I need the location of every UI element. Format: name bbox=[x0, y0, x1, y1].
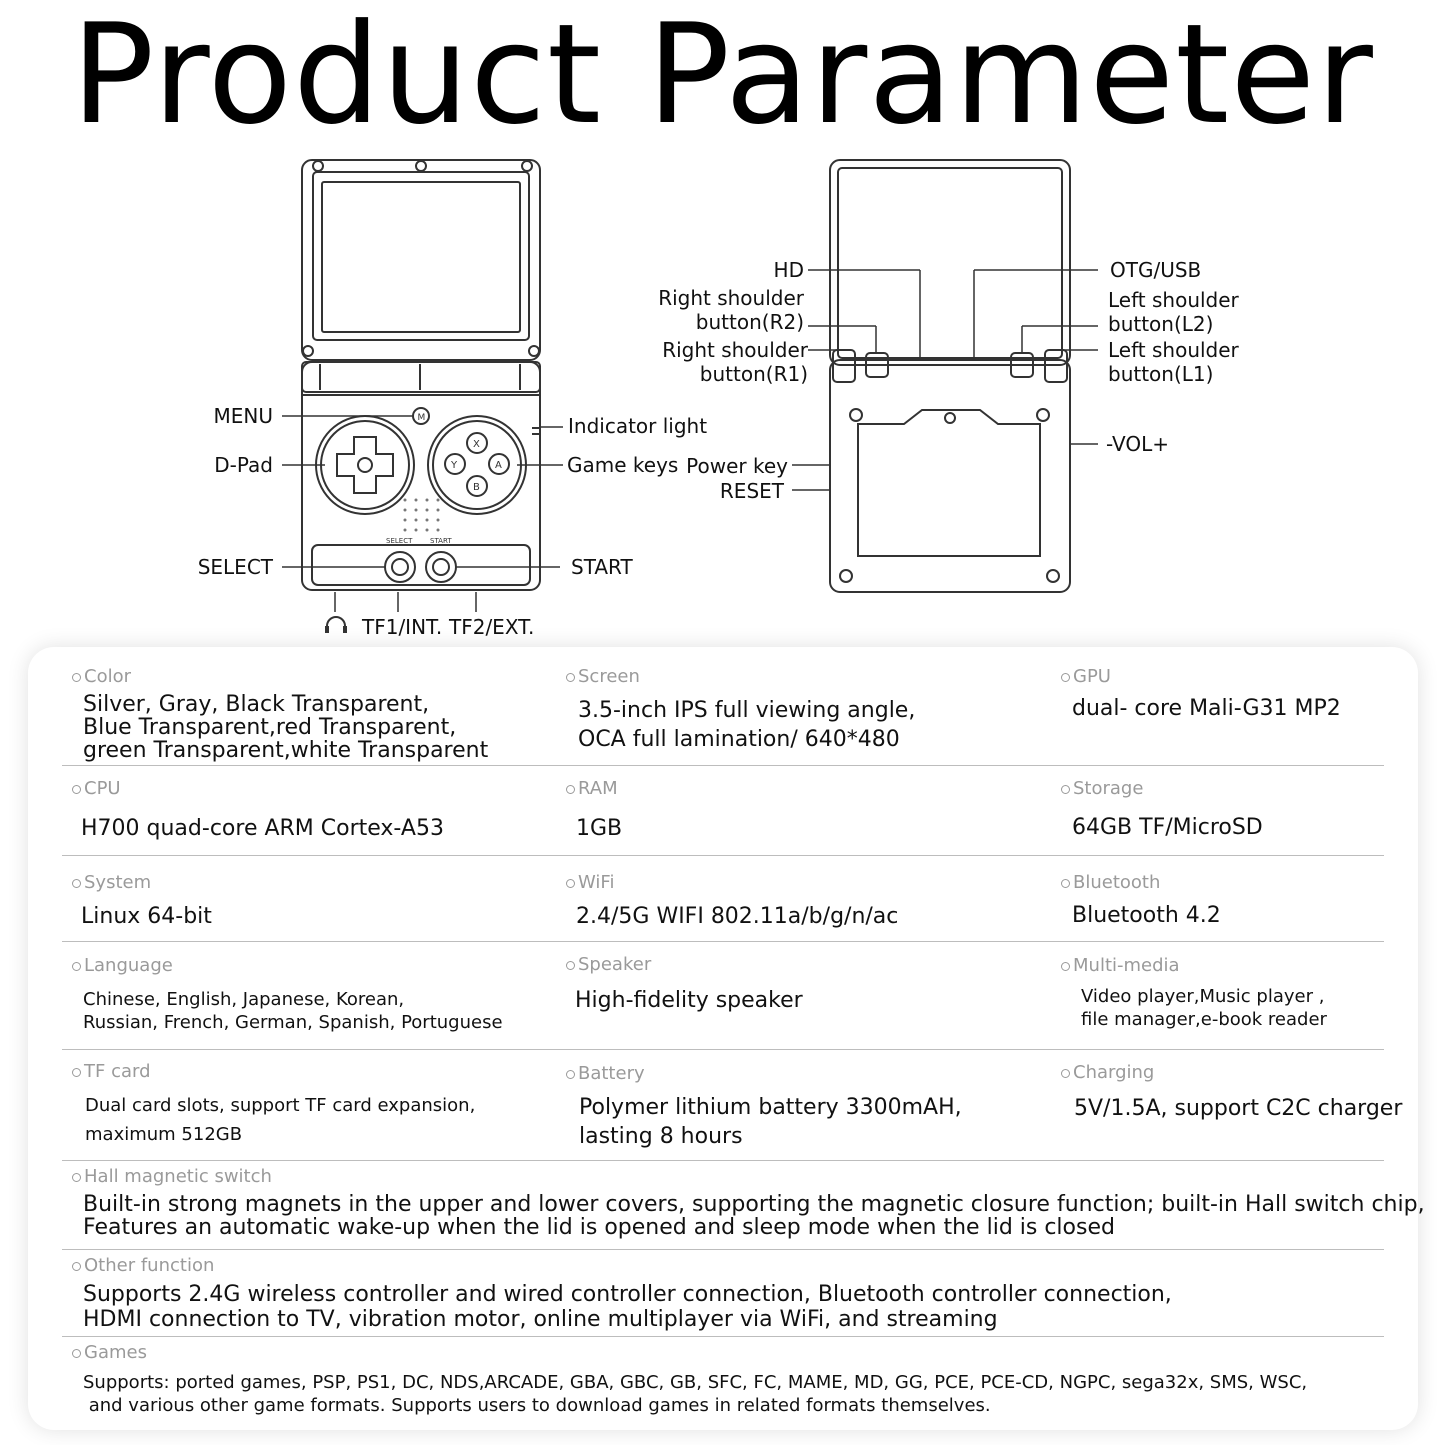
spec-label: Color bbox=[84, 666, 131, 687]
svg-text:Y: Y bbox=[451, 460, 458, 471]
spec-label: Language bbox=[84, 955, 173, 976]
spec-other-function bbox=[72, 1255, 1172, 1332]
bullet-icon bbox=[72, 673, 81, 682]
spec-charging bbox=[1061, 1062, 1402, 1121]
spec-wifi bbox=[566, 872, 898, 929]
row-divider bbox=[62, 1249, 1384, 1250]
select-label: SELECT bbox=[197, 555, 273, 579]
bullet-icon bbox=[72, 879, 81, 888]
spec-ram bbox=[566, 778, 622, 841]
r1-label: Right shoulder button(R1) bbox=[662, 338, 808, 386]
spec-value: Dual card slots, support TF card expansion, maximum 512GB bbox=[85, 1095, 476, 1145]
bullet-icon bbox=[566, 785, 575, 794]
bullet-icon bbox=[1061, 1069, 1070, 1078]
select-button-label: SELECT bbox=[386, 537, 413, 545]
l2-label: Left shoulder button(L2) bbox=[1108, 288, 1239, 336]
spec-value: Chinese, English, Japanese, Korean, Russian, French, German, Spanish, Portuguese bbox=[83, 989, 503, 1033]
spec-tf-card bbox=[72, 1061, 475, 1149]
spec-value: 3.5-inch IPS full viewing angle, OCA full lamination/ 640*480 bbox=[578, 698, 916, 752]
bullet-icon bbox=[72, 1262, 81, 1271]
spec-value: Polymer lithium battery 3300mAH, lasting 8 hours bbox=[579, 1095, 962, 1149]
spec-value: 5V/1.5A, support C2C charger bbox=[1074, 1096, 1403, 1121]
svg-text:A: A bbox=[495, 460, 502, 471]
back-view bbox=[792, 160, 1098, 592]
bullet-icon bbox=[72, 785, 81, 794]
otg-label: OTG/USB bbox=[1110, 258, 1202, 282]
spec-cpu bbox=[72, 778, 444, 841]
bullet-icon bbox=[72, 1068, 81, 1077]
row-divider bbox=[62, 941, 1384, 942]
spec-bluetooth bbox=[1061, 872, 1221, 928]
bullet-icon bbox=[566, 879, 575, 888]
spec-label: Bluetooth bbox=[1073, 872, 1161, 893]
row-divider bbox=[62, 1336, 1384, 1337]
indicator-label: Indicator light bbox=[568, 414, 708, 438]
spec-value: 1GB bbox=[576, 816, 623, 841]
spec-label: Speaker bbox=[578, 954, 652, 975]
reset-label: RESET bbox=[719, 479, 784, 503]
svg-text:B: B bbox=[473, 482, 480, 493]
spec-language bbox=[72, 955, 503, 1034]
spec-label: Battery bbox=[578, 1063, 645, 1084]
front-view bbox=[282, 160, 563, 633]
bullet-icon bbox=[72, 1173, 81, 1182]
row-divider bbox=[62, 765, 1384, 766]
spec-storage bbox=[1061, 778, 1263, 840]
spec-value: Supports 2.4G wireless controller and wired controller connection, Bluetooth controller connection, HDMI connection to TV, vibration motor, online multiplayer via WiFi, and streaming bbox=[83, 1282, 1172, 1332]
row-divider bbox=[62, 1160, 1384, 1161]
svg-text:X: X bbox=[473, 439, 480, 450]
spec-value: High-fidelity speaker bbox=[575, 988, 803, 1013]
spec-multimedia bbox=[1061, 955, 1327, 1031]
r2-label: Right shoulder button(R2) bbox=[658, 286, 804, 334]
dpad-label: D-Pad bbox=[214, 453, 273, 477]
bullet-icon bbox=[1061, 785, 1070, 794]
spec-value: 2.4/5G WIFI 802.11a/b/g/n/ac bbox=[576, 904, 899, 929]
spec-value: Supports: ported games, PSP, PS1, DC, NDS,ARCADE, GBA, GBC, GB, SFC, FC, MAME, MD, GG, PCE, PCE-CD, NGPC, sega32x, SMS, WSC, and various other game formats. Supports users to download games in related formats themselves. bbox=[83, 1372, 1308, 1416]
page-title: Product Parameter bbox=[71, 0, 1374, 155]
spec-label: RAM bbox=[578, 778, 618, 799]
menu-label: MENU bbox=[213, 404, 273, 428]
svg-text:M: M bbox=[417, 413, 426, 423]
spec-label: CPU bbox=[84, 778, 121, 799]
spec-label: Screen bbox=[578, 666, 640, 687]
tf2-label: TF2/EXT. bbox=[449, 615, 535, 639]
bullet-icon bbox=[566, 961, 575, 970]
bullet-icon bbox=[566, 1070, 575, 1079]
start-label: START bbox=[571, 555, 633, 579]
row-divider bbox=[62, 1049, 1384, 1050]
spec-label: GPU bbox=[1073, 666, 1111, 687]
device-diagram bbox=[0, 150, 1445, 650]
spec-label: WiFi bbox=[578, 872, 615, 893]
bullet-icon bbox=[1061, 673, 1070, 682]
spec-value: dual- core Mali-G31 MP2 bbox=[1072, 696, 1341, 721]
spec-value: Video player,Music player , file manager,e-book reader bbox=[1081, 986, 1327, 1030]
spec-label: Games bbox=[84, 1342, 147, 1363]
l1-label: Left shoulder button(L1) bbox=[1108, 338, 1239, 386]
start-button-label: START bbox=[430, 537, 452, 545]
spec-value: 64GB TF/MicroSD bbox=[1072, 815, 1263, 840]
hd-label: HD bbox=[773, 258, 804, 282]
spec-label: Hall magnetic switch bbox=[84, 1166, 272, 1187]
spec-label: Charging bbox=[1073, 1062, 1155, 1083]
vol-label: -VOL+ bbox=[1106, 432, 1170, 456]
spec-system bbox=[72, 872, 212, 929]
spec-label: Storage bbox=[1073, 778, 1144, 799]
bullet-icon bbox=[72, 1349, 81, 1358]
power-key-label: Power key bbox=[686, 454, 788, 478]
tf1-label: TF1/INT. bbox=[362, 615, 443, 639]
bullet-icon bbox=[566, 673, 575, 682]
spec-battery bbox=[566, 1063, 962, 1151]
spec-speaker bbox=[566, 954, 803, 1013]
spec-value: H700 quad-core ARM Cortex-A53 bbox=[81, 816, 444, 841]
spec-hall-switch bbox=[72, 1166, 1425, 1239]
spec-screen bbox=[566, 666, 915, 754]
spec-value: Built-in strong magnets in the upper and lower covers, supporting the magnetic closure function; built-in Hall switch chip, Features an automatic wake-up when the lid is opened and sleep mode when the lid is closed bbox=[83, 1192, 1425, 1240]
spec-label: Multi-media bbox=[1073, 955, 1180, 976]
spec-games bbox=[72, 1342, 1307, 1417]
spec-value: Bluetooth 4.2 bbox=[1072, 903, 1221, 928]
headphone-icon bbox=[327, 617, 345, 632]
spec-color bbox=[72, 666, 488, 762]
bullet-icon bbox=[1061, 962, 1070, 971]
bullet-icon bbox=[72, 962, 81, 971]
spec-gpu bbox=[1061, 666, 1341, 721]
bullet-icon bbox=[1061, 879, 1070, 888]
game-keys-label: Game keys bbox=[567, 453, 679, 477]
spec-label: TF card bbox=[84, 1061, 151, 1082]
spec-label: System bbox=[84, 872, 152, 893]
spec-value: Silver, Gray, Black Transparent, Blue Transparent,red Transparent, green Transparent,white Transparent bbox=[83, 692, 489, 763]
spec-value: Linux 64-bit bbox=[81, 904, 212, 929]
spec-label: Other function bbox=[84, 1255, 215, 1276]
row-divider bbox=[62, 855, 1384, 856]
